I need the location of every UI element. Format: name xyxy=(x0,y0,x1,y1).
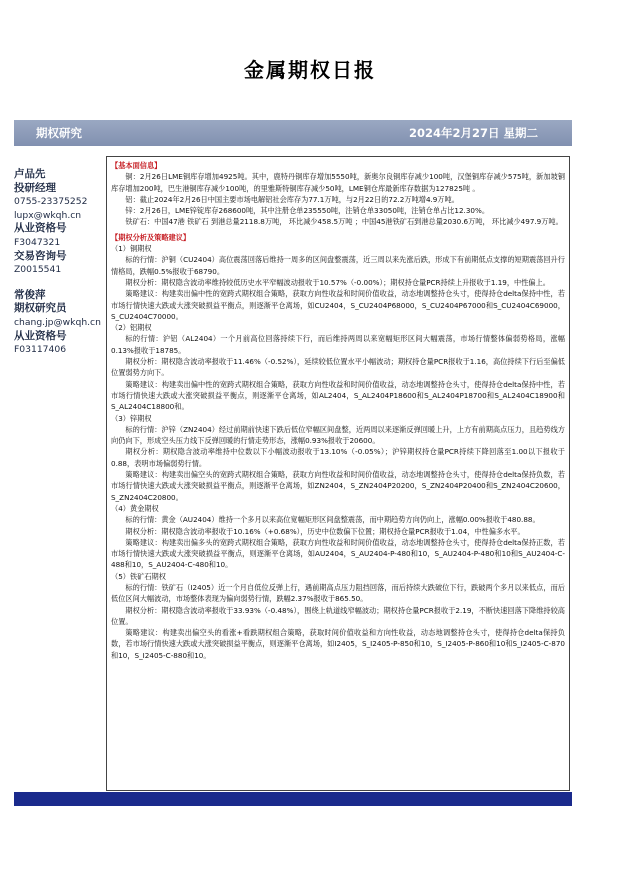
section-heading: 【期权分析及策略建议】 xyxy=(111,232,191,242)
analyst-name: 卢品先 xyxy=(14,168,46,180)
footer-bar xyxy=(14,792,572,806)
paragraph: 铜：2月26日LME铜库存增加4925吨。其中，鹿特丹铜库存增加5550吨，新奥尔良铜库存减少100吨，汉堡铜库存减少575吨，新加坡铜库存增加200吨，巴生港铜库存减少100吨，的里雅斯特铜库存减少50吨，LME铜仓库最新库存数据为127825吨 。 xyxy=(111,172,565,193)
paragraph: 期权分析：期权隐含波动率报收于11.46%（-0.52%），延续较低位置水平小幅波动；期权持仓量PCR报收于1.16，高位持续下行后至偏低位置弱势方向下。 xyxy=(111,357,565,378)
consult-number: Z0015541 xyxy=(14,264,62,276)
paragraph: 标的行情：沪铜（CU2404）高位震荡回落后维持一周多的区间盘整震荡，近三周以来先涨后跌，形成下有前期低点支撑的短期震荡回升行情格局，跌幅0.5%报收于68790。 xyxy=(111,255,565,276)
report-body xyxy=(106,156,570,791)
analyst-sidebar xyxy=(14,168,104,357)
cert-number: F3047321 xyxy=(14,236,61,248)
paragraph: 期权分析：期权隐含波动率报收于10.16%（+0.68%），历史中位数偏下位置；期权持仓量PCR报收于1.04，中性偏多水平。 xyxy=(125,526,525,536)
paragraph: 期权分析：期权隐含波动率维持中位数以下小幅波动报收于13.10%（-0.05%）；沪锌期权持仓量PCR持续下降回落至1.00以下报收于0.88，表明市场偏弱势行情。 xyxy=(111,447,565,468)
paragraph: 标的行情：黄金（AU2404）维持一个多月以来高位宽幅矩形区间盘整震荡，而中期趋势方向仍向上，涨幅0.00%报收于480.88。 xyxy=(125,515,540,525)
section-heading: 【基本面信息】 xyxy=(111,161,162,170)
report-title: 金属期权日报 xyxy=(244,58,376,82)
subheading: （1）铜期权 xyxy=(111,244,152,254)
paragraph: 标的行情：沪铝（AL2404）一个月前高位回落持续下行，而后维持两周以来宽幅矩形区间大幅震荡，市场行情整体偏弱势格局，涨幅0.13%报收于18785。 xyxy=(111,334,565,355)
paragraph: 锌：2月26日，LME锌锭库存268600吨，其中注册仓单235550吨，注销仓单33050吨，注销仓单占比12.30%。 xyxy=(125,206,490,216)
section-label: 期权研究 xyxy=(36,126,82,140)
paragraph: 策略建议：构建卖出偏多头的宽跨式期权组合策略，获取方向性收益和时间价值收益，动态地调整持仓头寸，使得持仓delta保持正数，若市场行情快速大跌或大涨突破损益平衡点，则逐渐平仓离场，如AU2404，S_AU2404-P-480和10，S_AU2404-P-480和10和S_AU2404-C-488和10，S_AU2404-C-480和10。 xyxy=(111,537,565,570)
cert-label: 从业资格号 xyxy=(14,329,67,342)
analyst-role: 投研经理 xyxy=(14,181,56,194)
paragraph: 期权分析：期权隐含波动率报收于33.93%（-0.48%），围绕上轨道线窄幅波动；期权持仓量PCR报收于2.19，不断快速回落下降维持较高位置。 xyxy=(111,605,565,626)
paragraph: 策略建议：构建卖出偏中性的宽跨式期权组合策略，获取方向性收益和时间价值收益，动态地调整持仓头寸，使得持仓delta保持中性，若市场行情快速大跌或大涨突破损益平衡点，则逐渐平仓离场，如AL2404，S_AL2404P18600和S_AL2404P18700和S_AL2404C18900和S_AL2404C18800和。 xyxy=(111,379,565,412)
analyst-phone: 0755-23375252 xyxy=(14,196,88,208)
cert-label: 从业资格号 xyxy=(14,222,67,235)
subheading: （5）铁矿石期权 xyxy=(111,571,166,581)
analyst-name: 常俊萍 xyxy=(14,288,46,301)
header-banner xyxy=(14,120,572,146)
paragraph: 策略建议：构建卖出偏中性的宽跨式期权组合策略，获取方向性收益和时间价值收益，动态地调整持仓头寸，使得持仓delta保持中性，若市场行情快速大跌或大涨突破损益平衡点，则逐渐平仓离场，如CU2404，S_CU2404P68000，S_CU2404P67000和S_CU2404C69000，S_CU2404C70000。 xyxy=(111,289,565,321)
analyst-email: chang.jp@wkqh.cn xyxy=(14,316,101,328)
paragraph: 期权分析：期权隐含波动率维持较低历史水平窄幅波动报收于10.57%（-0.00%）；期权持仓量PCR持续上升报收于1.19，中性偏上。 xyxy=(125,277,550,287)
analyst-role: 期权研究员 xyxy=(14,302,67,315)
subheading: （4）黄金期权 xyxy=(111,503,159,513)
paragraph: 铝：截止2024年2月26日中国主要市场电解铝社会库存为77.1万吨，与2月22日的72.2万吨增4.9万吨。 xyxy=(125,194,459,204)
consult-label: 交易咨询号 xyxy=(14,249,67,262)
paragraph: 铁矿石：中国47港 铁矿石 到港总量2118.8万吨， 环比减少458.5万吨 ；中国45港铁矿石到港总量2030.6万吨， 环比减少497.9万吨。 xyxy=(125,217,563,227)
paragraph: 策略建议：构建卖出偏空头的看涨+看跌期权组合策略，获取时间价值收益和方向性收益，动态地调整持仓头寸，使得持仓delta保持负数，若市场行情快速大跌或大涨突破损益平衡点，则逐渐平仓离场，如I2405，S_I2405-P-850和10，S_I2405-P-860和10和S_I2405-C-870和10，S_I2405-C-880和10。 xyxy=(111,628,565,660)
subheading: （3）锌期权 xyxy=(111,413,152,423)
paragraph: 标的行情：沪锌（ZN2404）经过前期前快速下跌后低位窄幅区间盘整，近两周以来逐渐反弹回暖上升，上方有前期高点压力，且趋势线方向仍向下，形成空头压力线下反弹回暖的行情走势形态，涨幅0.93%报收于20600。 xyxy=(111,424,565,446)
report-date: 2024年2月27日 星期二 xyxy=(408,126,538,140)
cert-number: F03117406 xyxy=(14,344,67,356)
subheading: （2）铝期权 xyxy=(111,323,152,333)
analyst-email: lupx@wkqh.cn xyxy=(14,209,82,221)
paragraph: 策略建议：构建卖出偏空头的宽跨式期权组合策略，获取方向性收益和时间价值收益，动态地调整持仓头寸，使得持仓delta保持负数，若市场行情快速大跌或大涨突破损益平衡点，则逐渐平仓离场，如ZN2404，S_ZN2404P20200，S_ZN2404P20400和S_ZN2404C20600，S_ZN2404C20800。 xyxy=(111,470,565,502)
paragraph: 标的行情：铁矿石（I2405）近一个月自低位反弹上行，遇前期高点压力阻挡回落，而后持续大跌破位下行，跌破两个多月以来低点，而后低位区间大幅波动，市场整体表现为偏向弱势行情，跌幅2.37%报收于865.50。 xyxy=(111,582,565,604)
